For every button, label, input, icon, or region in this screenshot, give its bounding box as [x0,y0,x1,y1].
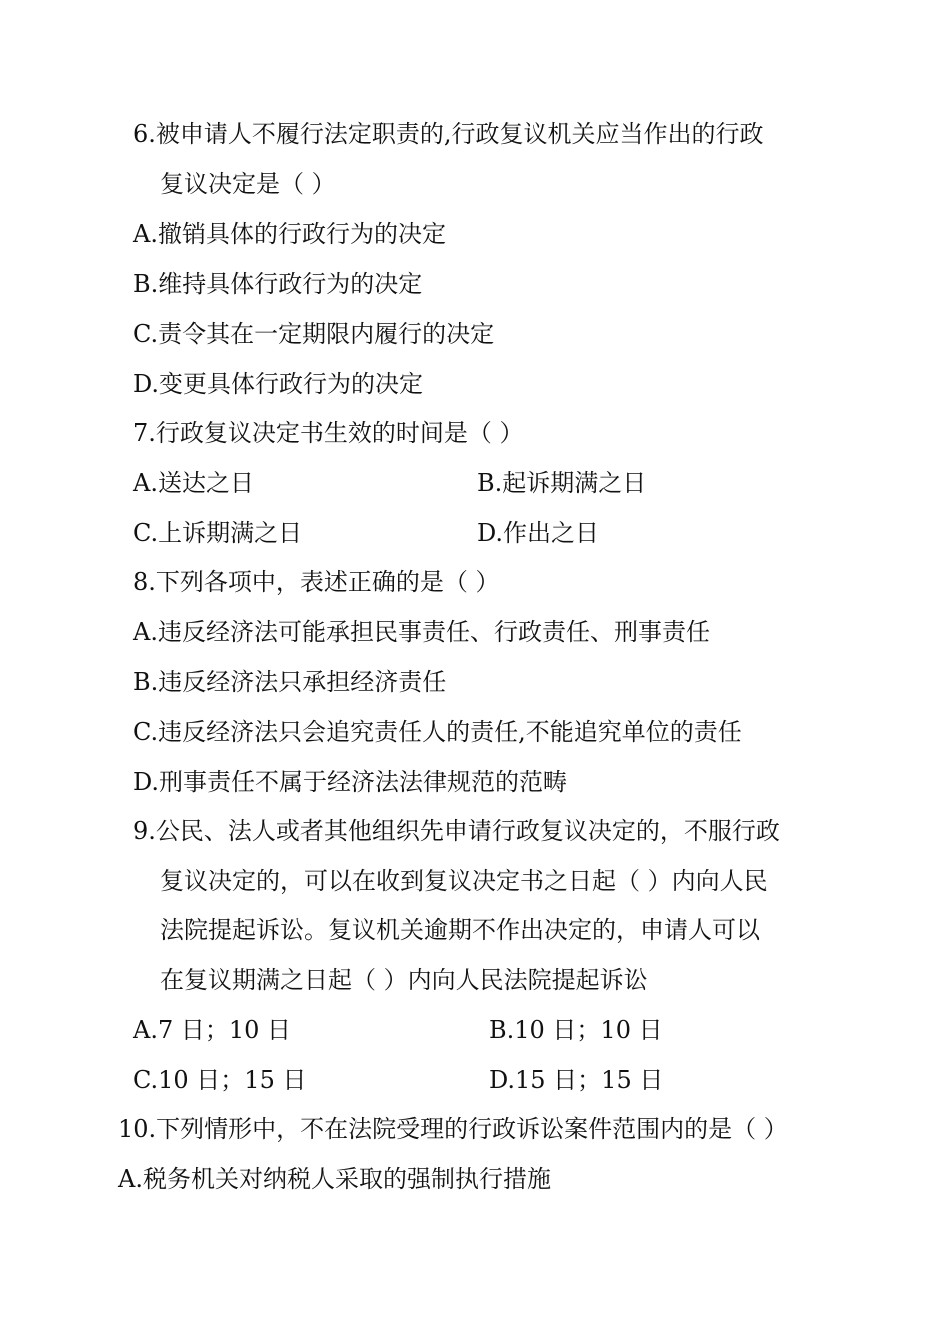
question-9-option-a: A.7 日；10 日 [133,1016,292,1044]
question-8-stem: 8.下列各项中，表述正确的是（ ） [133,568,500,596]
question-6-stem-line-1: 6.被申请人不履行法定职责的,行政复议机关应当作出的行政 [133,120,764,148]
question-8-option-a: A.违反经济法可能承担民事责任、行政责任、刑事责任 [133,618,710,646]
question-9-stem-line-4: 在复议期满之日起（ ）内向人民法院提起诉讼 [160,966,648,994]
question-7-option-c: C.上诉期满之日 [133,519,303,547]
question-6-option-c: C.责令其在一定期限内履行的决定 [133,320,495,348]
question-8-option-d: D.刑事责任不属于经济法法律规范的范畴 [133,768,568,796]
question-7-stem: 7.行政复议决定书生效的时间是（ ） [133,419,524,447]
question-9-option-d: D.15 日；15 日 [489,1066,664,1094]
question-9-stem-line-2: 复议决定的，可以在收到复议决定书之日起（ ）内向人民 [160,867,768,895]
question-9-option-b: B.10 日；10 日 [489,1016,663,1044]
question-7-option-b: B.起诉期满之日 [477,469,647,497]
question-9-stem-line-3: 法院提起诉讼。复议机关逾期不作出决定的，申请人可以 [160,916,760,944]
question-7-option-d: D.作出之日 [477,519,600,547]
question-8-option-c: C.违反经济法只会追究责任人的责任,不能追究单位的责任 [133,718,742,746]
question-6-option-d: D.变更具体行政行为的决定 [133,370,424,398]
question-6-option-b: B.维持具体行政行为的决定 [133,270,423,298]
question-10-option-a: A.税务机关对纳税人采取的强制执行措施 [118,1165,551,1193]
question-10-stem: 10.下列情形中，不在法院受理的行政诉讼案件范围内的是（ ） [118,1115,788,1143]
question-9-option-c: C.10 日；15 日 [133,1066,307,1094]
question-9-stem-line-1: 9.公民、法人或者其他组织先申请行政复议决定的，不服行政 [133,817,780,845]
question-6-option-a: A.撤销具体的行政行为的决定 [133,220,446,248]
question-7-option-a: A.送达之日 [133,469,254,497]
question-6-stem-line-2: 复议决定是（ ） [160,170,336,198]
question-8-option-b: B.违反经济法只承担经济责任 [133,668,447,696]
